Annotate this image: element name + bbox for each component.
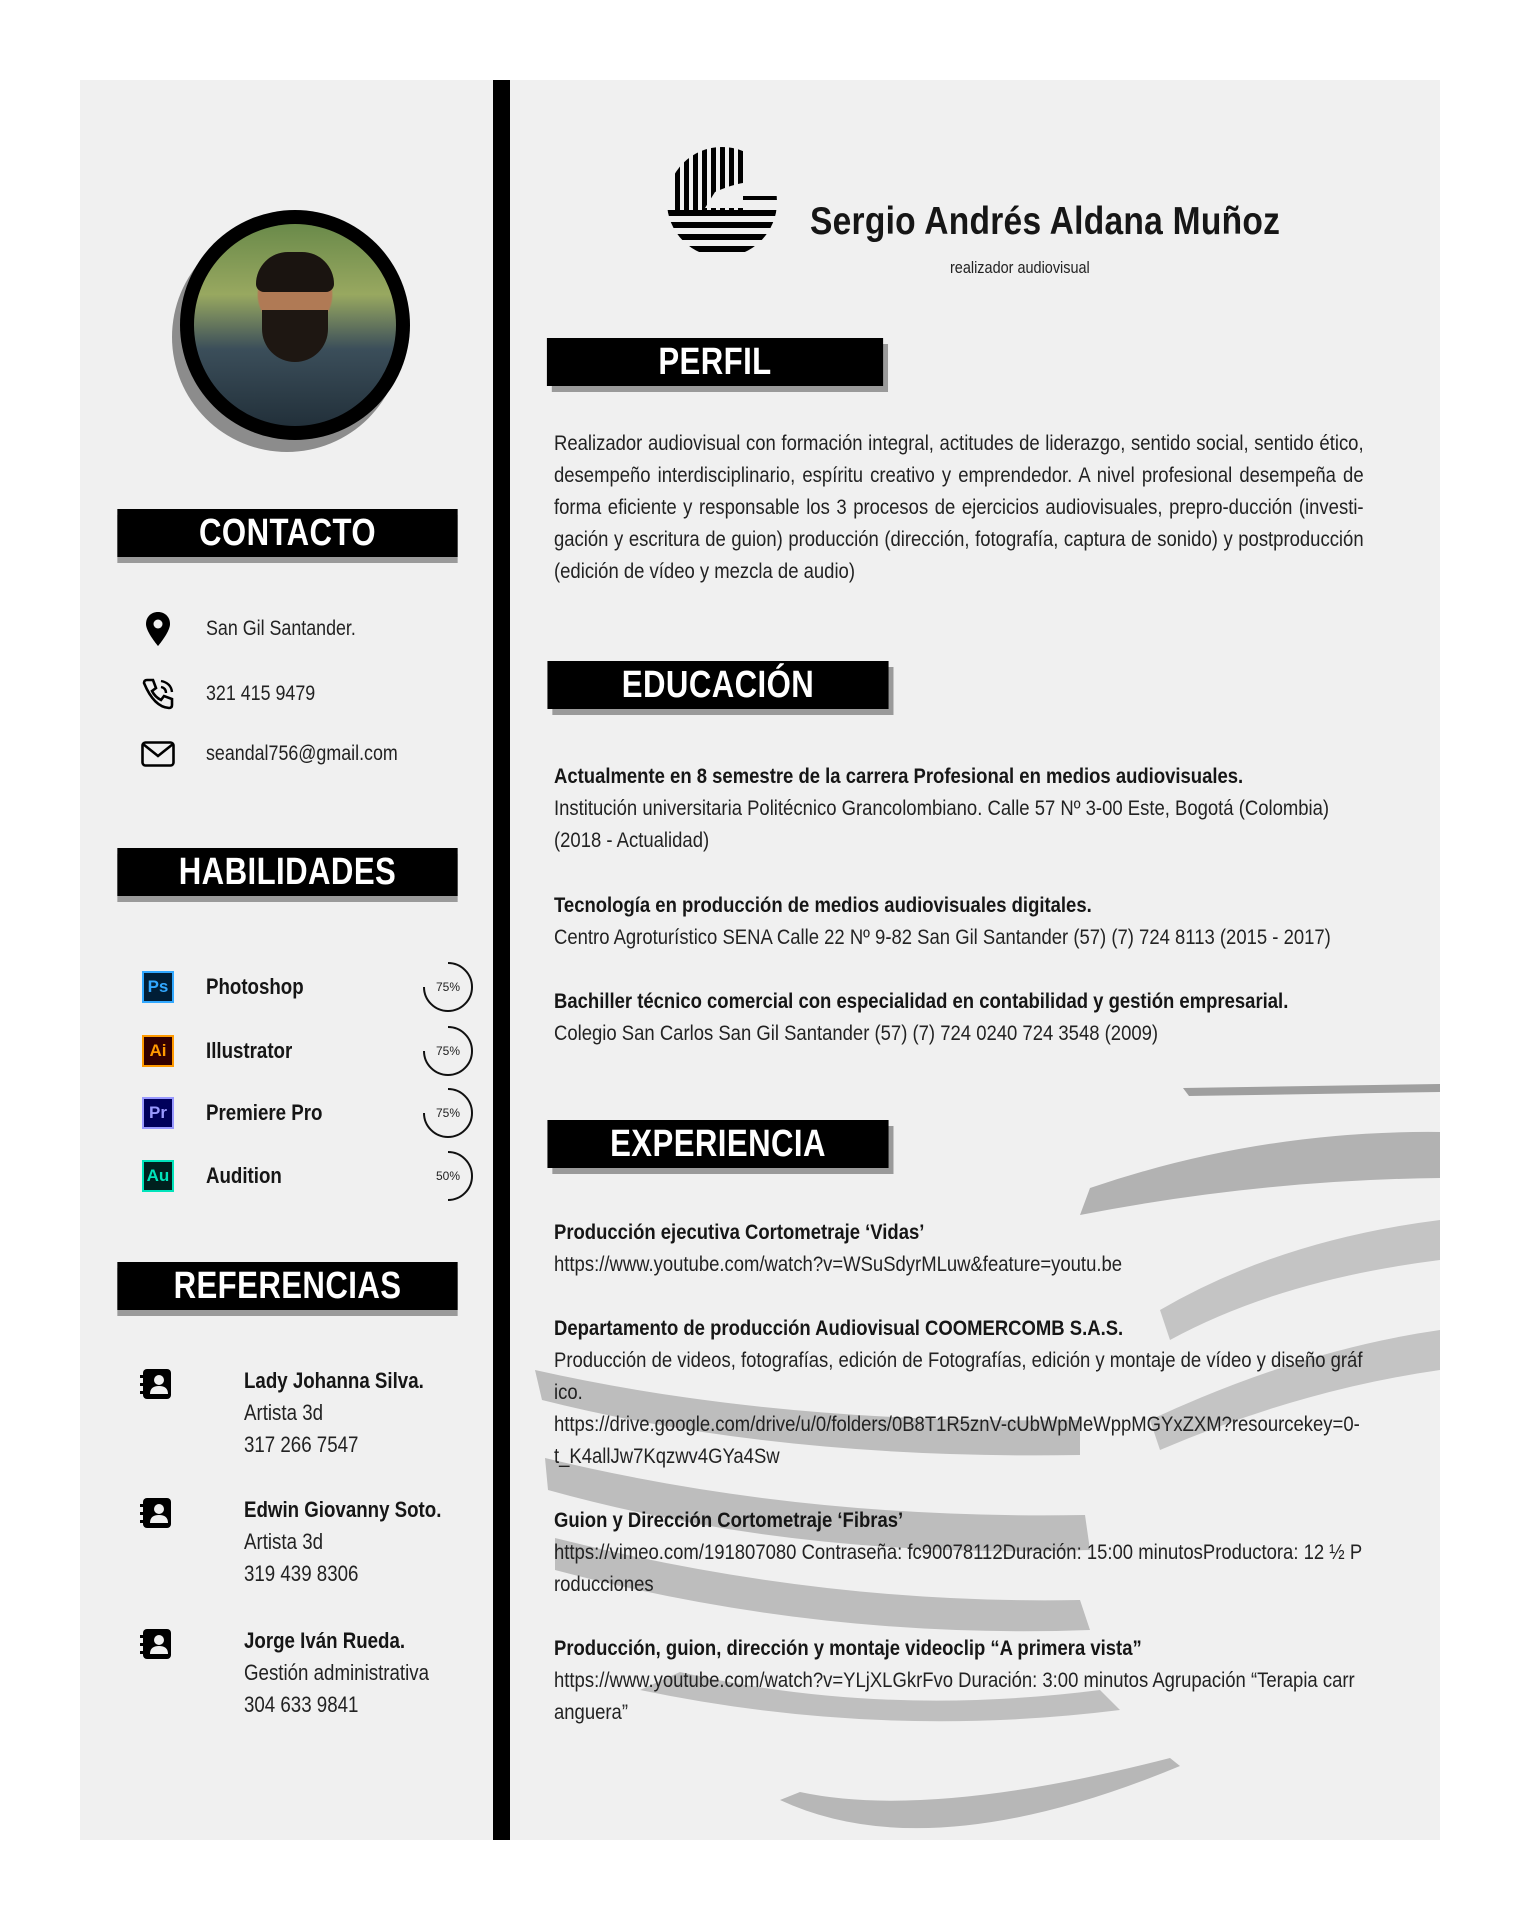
experience-title: Producción ejecutiva Cortometraje ‘Vidas’: [554, 1221, 925, 1244]
experiencia-header: [547, 1120, 888, 1168]
full-name: Sergio Andrés Aldana Muñoz: [810, 200, 1281, 243]
educacion-title: EDUCACIÓN: [621, 663, 815, 706]
experience-detail[interactable]: https://vimeo.com/191807080 Contraseña: fc90078112Duración: 15:00 minutosProductora: 12 ½ Producciones: [554, 1541, 1363, 1596]
photoshop-icon: Ps: [142, 971, 174, 1003]
map-pin-icon: [146, 612, 170, 646]
contact-book-icon: [140, 1367, 174, 1401]
skill-ring: [420, 959, 476, 1015]
skill-ring: [420, 1148, 476, 1204]
perfil-title: PERFIL: [658, 340, 772, 383]
skill-percent: 50%: [435, 1169, 461, 1183]
skill-row: [142, 965, 502, 1009]
education-detail: Colegio San Carlos San Gil Santander (57) (7) 724 0240 724 3548 (2009): [554, 1022, 1159, 1045]
reference-phone: 317 266 7547: [244, 1432, 359, 1457]
referencias-header: [117, 1262, 457, 1310]
skill-name: Premiere Pro: [206, 1100, 323, 1125]
education-detail: Centro Agroturístico SENA Calle 22 Nº 9-82 San Gil Santander (57) (7) 724 8113 (2015 - 2017): [554, 926, 1331, 949]
contact-email: [140, 736, 432, 772]
contacto-title: CONTACTO: [199, 511, 376, 554]
skill-name: Illustrator: [206, 1038, 293, 1063]
education-title: Tecnología en producción de medios audiovisuales digitales.: [554, 894, 1092, 917]
illustrator-icon: Ai: [142, 1035, 174, 1067]
reference-role: Artista 3d: [244, 1400, 323, 1425]
contact-book-icon: [140, 1496, 174, 1530]
email-text[interactable]: seandal756@gmail.com: [206, 742, 398, 765]
reference-role: Artista 3d: [244, 1529, 323, 1554]
contact-book-icon: [140, 1627, 174, 1661]
skill-name: Photoshop: [206, 974, 304, 999]
experiencia-title: EXPERIENCIA: [610, 1122, 826, 1165]
perfil-text: Realizador audiovisual con formación integral, actitudes de liderazgo, sentido social, sentido ético, desempeño interdisciplinario, espíritu creativo y emprendedor. A nivel profesional desempeña de forma eficiente y responsable los 3 procesos de ejercicios audiovisuales, prepro-ducción (investi-gación y escritura de guion) producción (dirección, fotografía, captura de sonido) y postproducción (edición de vídeo y mezcla de audio): [554, 432, 1364, 583]
experience-item: [554, 1313, 1364, 1473]
education-title: Actualmente en 8 semestre de la carrera Profesional en medios audiovisuales.: [554, 765, 1244, 788]
premiere-pro-icon: Pr: [142, 1097, 174, 1129]
experience-item: [554, 1217, 1364, 1281]
education-item: [554, 986, 1364, 1050]
experience-link[interactable]: https://drive.google.com/drive/u/0/folders/0B8T1R5znV-cUbWpMeWppMGYxZXM?resourcekey=0-t_K4allJw7Kqzwv4GYa4Sw: [554, 1413, 1360, 1468]
skill-percent: 75%: [435, 1106, 461, 1120]
education-item: [554, 761, 1364, 857]
skill-ring: [420, 1085, 476, 1141]
habilidades-header: [117, 848, 457, 896]
experience-detail: Producción de videos, fotografías, edición de Fotografías, edición y montaje de vídeo y diseño gráfico.: [554, 1349, 1363, 1404]
contact-phone: [140, 676, 334, 712]
contacto-header: [117, 509, 457, 557]
contact-location: [140, 611, 382, 647]
profile-photo: [180, 210, 410, 440]
experience-detail[interactable]: https://www.youtube.com/watch?v=YLjXLGkrFvo Duración: 3:00 minutos Agrupación “Terapia carranguera”: [554, 1669, 1355, 1724]
skill-name: Audition: [206, 1163, 282, 1188]
referencias-title: REFERENCIAS: [173, 1264, 402, 1307]
reference-name: Jorge Iván Rueda.: [244, 1628, 406, 1653]
education-item: [554, 890, 1364, 954]
skill-ring: [420, 1023, 476, 1079]
perfil-header: [547, 338, 883, 386]
perfil-section: [554, 428, 1369, 588]
reference-role: Gestión administrativa: [244, 1660, 430, 1685]
phone-text: 321 415 9479: [206, 682, 316, 705]
resume-page: [80, 80, 1440, 1840]
education-title: Bachiller técnico comercial con especialidad en contabilidad y gestión empresarial.: [554, 990, 1289, 1013]
experience-item: [554, 1633, 1364, 1729]
education-detail: Institución universitaria Politécnico Grancolombiano. Calle 57 Nº 3-00 Este, Bogotá (Colombia): [554, 797, 1330, 820]
reference-name: Edwin Giovanny Soto.: [244, 1497, 442, 1522]
habilidades-title: HABILIDADES: [178, 850, 397, 893]
envelope-icon: [141, 741, 175, 767]
skill-row: [142, 1091, 502, 1135]
educacion-header: [547, 661, 888, 709]
education-dates: (2018 - Actualidad): [554, 829, 710, 852]
location-text: San Gil Santander.: [206, 617, 356, 640]
experience-title: Guion y Dirección Cortometraje ‘Fibras’: [554, 1509, 904, 1532]
experience-title: Departamento de producción Audiovisual COOMERCOMB S.A.S.: [554, 1317, 1124, 1340]
skill-percent: 75%: [435, 1044, 461, 1058]
reference-phone: 319 439 8306: [244, 1561, 359, 1586]
divider-line: [493, 80, 510, 1840]
skill-row: [142, 1154, 502, 1198]
experience-link[interactable]: https://www.youtube.com/watch?v=WSuSdyrMLuw&feature=youtu.be: [554, 1253, 1123, 1276]
experience-title: Producción, guion, dirección y montaje videoclip “A primera vista”: [554, 1637, 1142, 1660]
experience-item: [554, 1505, 1364, 1601]
skill-percent: 75%: [435, 980, 461, 994]
audition-icon: Au: [142, 1160, 174, 1192]
skill-row: [142, 1029, 502, 1073]
reference-name: Lady Johanna Silva.: [244, 1368, 424, 1393]
logo-icon: [665, 142, 780, 262]
job-title: realizador audiovisual: [950, 258, 1090, 277]
phone-icon: [141, 677, 175, 711]
reference-phone: 304 633 9841: [244, 1692, 359, 1717]
